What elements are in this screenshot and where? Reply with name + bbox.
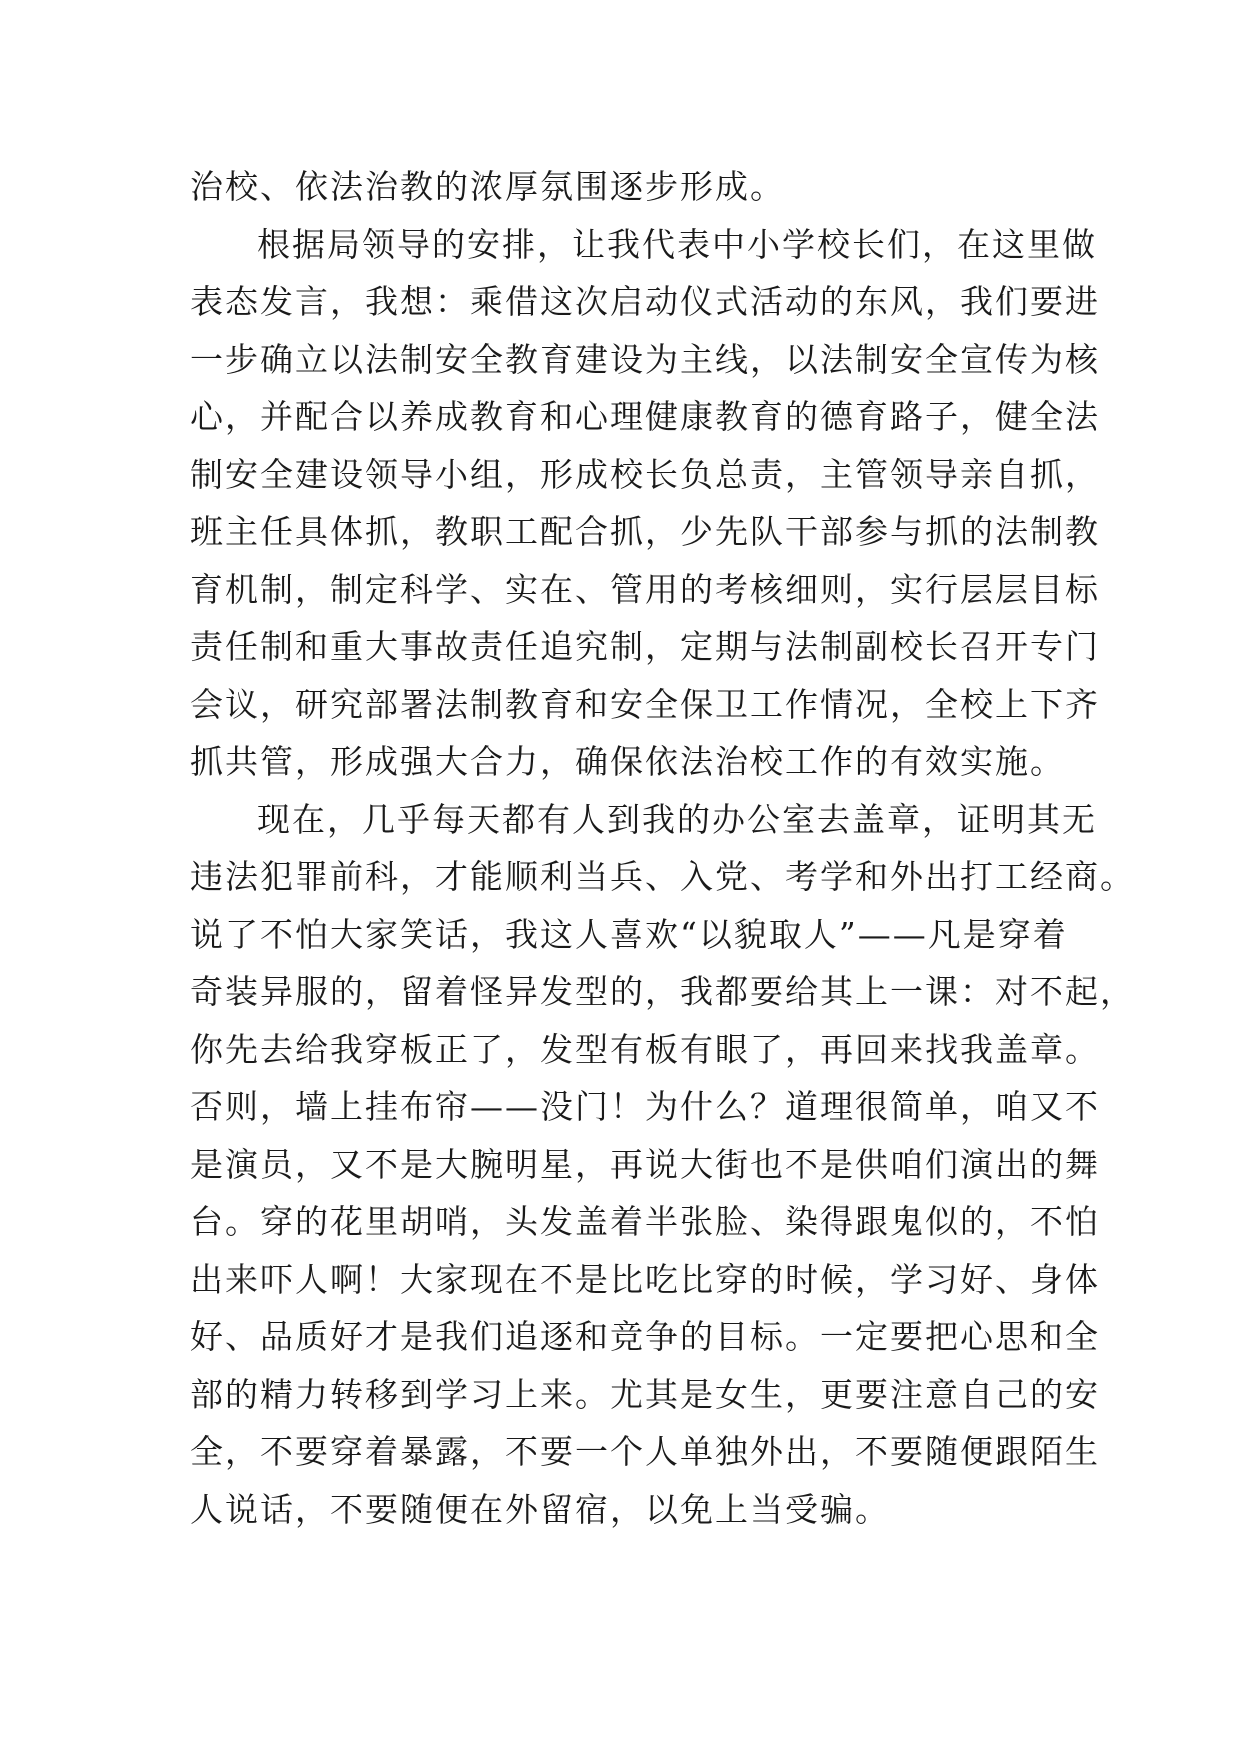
text-line: 会议，研究部署法制教育和安全保卫工作情况，全校上下齐 (190, 684, 1100, 724)
text-line: 出来吓人啊！大家现在不是比吃比穿的时候，学习好、身体 (190, 1259, 1100, 1299)
text-line: 治校、依法治教的浓厚氛围逐步形成。 (190, 167, 785, 206)
text-line: 班主任具体抓，教职工配合抓，少先队干部参与抓的法制教 (190, 512, 1100, 551)
text-line: 说了不怕大家笑话，我这人喜欢“以貌取人”——凡是穿着 (190, 914, 1068, 954)
text-line: 你先去给我穿板正了，发型有板有眼了，再回来找我盖章。 (190, 1029, 1100, 1069)
text-line: 违法犯罪前科，才能顺利当兵、入党、考学和外出打工经商。 (190, 857, 1135, 896)
text-line: 一步确立以法制安全教育建设为主线，以法制安全宣传为核 (190, 339, 1100, 379)
body-text (190, 158, 1135, 1538)
text-line: 制安全建设领导小组，形成校长负总责，主管领导亲自抓， (190, 454, 1100, 494)
paragraph-start-line: 现在，几乎每天都有人到我的办公室去盖章，证明其无 (257, 799, 1097, 839)
text-line: 育机制，制定科学、实在、管用的考核细则，实行层层目标 (190, 569, 1100, 609)
text-line: 责任制和重大事故责任追究制，定期与法制副校长召开专门 (190, 627, 1100, 666)
text-line: 抓共管，形成强大合力，确保依法治校工作的有效实施。 (190, 742, 1065, 781)
text-line: 台。穿的花里胡哨，头发盖着半张脸、染得跟鬼似的，不怕 (190, 1202, 1100, 1241)
text-line: 表态发言，我想：乘借这次启动仪式活动的东风，我们要进 (190, 282, 1100, 321)
text-line: 奇装异服的，留着怪异发型的，我都要给其上一课：对不起， (190, 972, 1135, 1011)
text-line: 人说话，不要随便在外留宿，以免上当受骗。 (190, 1489, 890, 1529)
text-line: 好、品质好才是我们追逐和竞争的目标。一定要把心思和全 (190, 1317, 1100, 1356)
text-line: 是演员，又不是大腕明星，再说大街也不是供咱们演出的舞 (190, 1144, 1100, 1184)
text-line: 全，不要穿着暴露，不要一个人单独外出，不要随便跟陌生 (190, 1432, 1100, 1471)
text-line: 心，并配合以养成教育和心理健康教育的德育路子，健全法 (190, 397, 1100, 436)
text-line: 否则，墙上挂布帘——没门！为什么？道理很简单，咱又不 (190, 1087, 1100, 1126)
paragraph-start-line: 根据局领导的安排，让我代表中小学校长们，在这里做 (257, 224, 1097, 264)
text-line: 部的精力转移到学习上来。尤其是女生，更要注意自己的安 (190, 1374, 1100, 1414)
